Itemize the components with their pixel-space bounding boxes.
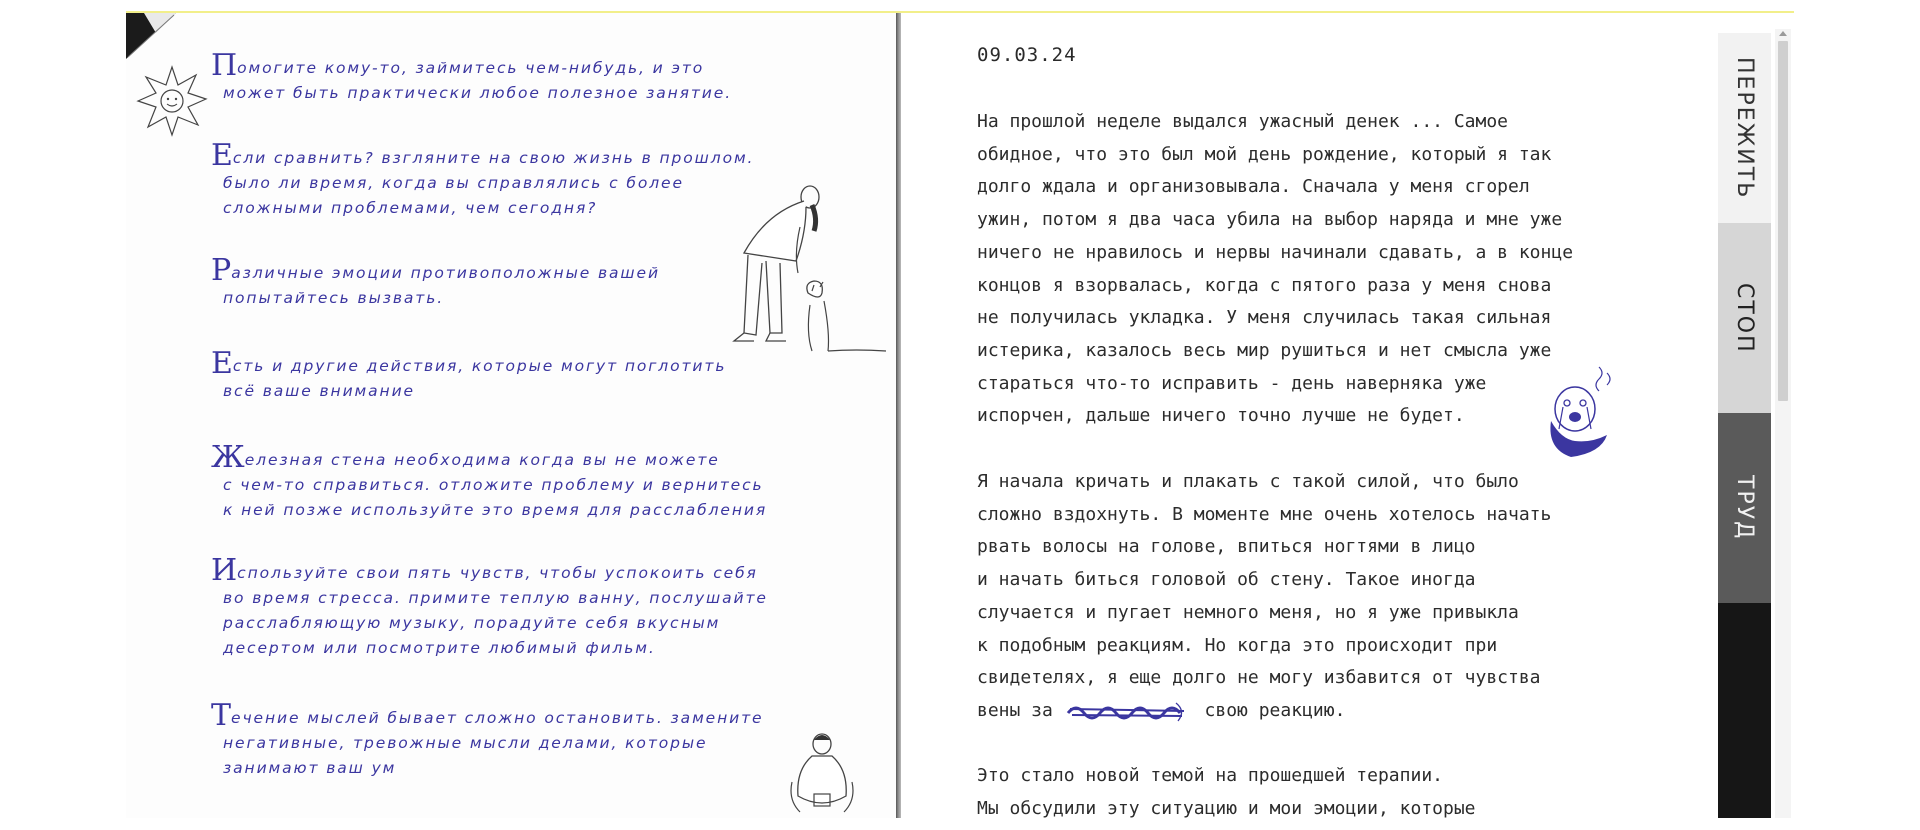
tip-initial: Е [211,138,233,173]
tip-emotions [211,253,660,311]
tip-line: сть и другие действия, которые могут поглотить [232,357,727,375]
tip-thought-flow [211,698,764,781]
tip-other-actions [211,346,727,404]
diary-text: вены за [977,699,1064,721]
tip-initial: И [211,553,238,588]
tip-line: расслабляющую музыку, порадуйте себя вкусным [223,614,721,632]
scribbled-out-word [1064,699,1194,723]
scrollbar-thumb[interactable] [1778,41,1788,401]
diary-line: случается и пугает немного меня, но я уже привыкла [977,601,1519,623]
tip-line: спользуйте свои пять чувств, чтобы успокоить себя [237,564,758,582]
diary-line: истерика, казалось весь мир рушиться и нет смысла уже [977,339,1552,361]
diary-line: стараться что-то исправить - день наверняка уже [977,372,1487,394]
tip-line: попытайтесь вызвать. [223,289,445,307]
tab-label: ТРУД [1732,475,1757,541]
tip-line: азличные эмоции противоположные вашей [231,264,660,282]
tab-stop[interactable] [1718,223,1771,413]
tip-line: негативные, тревожные мысли делами, которые [223,734,708,752]
tip-initial: Е [211,346,233,381]
diary-line: долго ждала и организовывала. Сначала у меня сгорел [977,176,1530,198]
diary-line: к подобным реакциям. Но когда это происходит при [977,634,1498,656]
tab-perezhit[interactable] [1718,33,1771,223]
tip-initial: Ж [211,440,245,475]
scrollbar[interactable] [1775,29,1791,818]
tip-initial: П [211,48,238,83]
diary-date: 09.03.24 [977,44,1077,66]
tip-line: сли сравнить? взгляните на свою жизнь в прошлом. [232,149,755,167]
tab-label: СТОП [1732,282,1757,354]
page-corner-fold [126,13,176,59]
tip-line: с чем-то справиться. отложите проблему и вернитесь [223,476,764,494]
right-page-diary [901,13,1716,818]
tab-label: ПЕРЕЖИТЬ [1732,56,1757,200]
diary-line: ничего не нравилось и нервы начинали сдавать, а в конце [977,241,1574,263]
diary-line: обидное, что это был мой день рождение, который я так [977,143,1552,165]
meditating-person-doodle [786,730,856,818]
tip-line: ечение мыслей бывает сложно остановить. замените [231,709,764,727]
tip-iron-wall [211,440,768,523]
diary-line: испорчен, дальше ничего точно лучше не будет. [977,405,1465,427]
tip-line: сложными проблемами, чем сегодня? [223,199,598,217]
diary-line: На прошлой неделе выдался ужасный денек ... Самое [977,111,1509,132]
tip-initial: Т [211,698,232,733]
diary-line: концов я взорвалась, когда с пятого раза у меня снова [977,274,1552,296]
tip-five-senses [211,553,768,661]
scroll-up-arrow-icon[interactable] [1779,31,1787,36]
diary-text: свою реакцию. [1193,699,1346,721]
diary-line: свидетелях, я еще долго не могу избавится от чувства [977,667,1541,689]
diary-line: ужин, потом я два часа убила на выбор наряда и мне уже [977,209,1563,231]
crying-face-doodle [1541,363,1616,463]
tip-line: может быть практически любое полезное занятие. [223,84,733,102]
diary-line: Это стало новой темой на прошедшей терапии. [977,765,1443,786]
diary-line: не получилась укладка. У меня случилась такая сильная [977,307,1552,329]
tip-line: елезная стена необходима когда вы не можете [244,451,720,469]
tip-line: всё ваше внимание [223,382,415,400]
tip-compare [211,138,755,221]
diary-paragraph-2 [977,466,1667,728]
diary-line: сложно вздохнуть. В моменте мне очень хотелось начать [977,503,1552,525]
tip-help-others [211,48,733,106]
tip-line: десертом или посмотрите любимый фильм. [223,639,656,657]
tip-line: было ли время, когда вы справлялись с более [223,174,684,192]
tip-initial: Р [211,253,232,288]
diary-line: и начать биться головой об стену. Такое иногда [977,569,1476,591]
diary-line: рвать волосы на голове, впиться ногтями в лицо [977,536,1476,558]
tab-trud[interactable] [1718,413,1771,603]
diary-line-last [977,695,1667,728]
left-page-tips [126,13,896,818]
diary-line: Мы обсудили эту ситуацию и мои эмоции, которые [977,797,1476,819]
tip-line: омогите кому-то, займитесь чем-нибудь, и это [237,59,705,77]
sun-face-doodle [136,65,208,137]
tip-line: во время стресса. примите теплую ванну, послушайте [223,589,768,607]
tab-dark[interactable] [1718,603,1771,818]
diary-line: Я начала кричать и плакать с такой силой, что было [977,471,1519,492]
diary-paragraph-3 [977,760,1667,825]
tip-line: к ней позже используйте это время для расслабления [223,501,768,519]
tip-line: занимают ваш ум [223,759,397,777]
